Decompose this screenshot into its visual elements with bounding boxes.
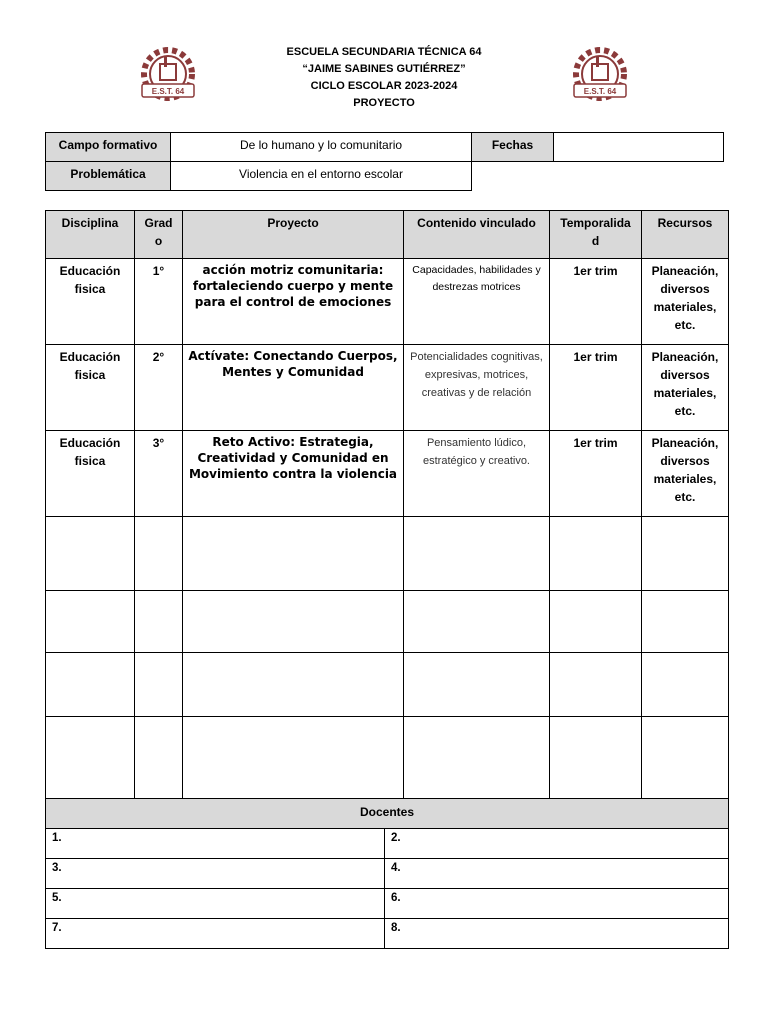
row-recursos: Planeación, diversos materiales, etc. [642,259,729,345]
docente-slot[interactable]: 4. [385,859,729,889]
row-proyecto: Actívate: Conectando Cuerpos, Mentes y Comunidad [183,345,404,431]
row-grado: 1° [135,259,183,345]
row-recursos: Planeación, diversos materiales, etc. [642,431,729,517]
row-disciplina: Educación fisica [46,259,135,345]
document-header [180,44,588,112]
empty-table-row [46,653,729,717]
empty-cell[interactable] [135,653,183,717]
school-name: ESCUELA SECUNDARIA TÉCNICA 64 [286,46,482,58]
empty-cell[interactable] [135,717,183,799]
header-proyecto: Proyecto [183,211,404,259]
logo-left-text: E.S.T. 64 [151,87,185,96]
problematica-value: Violencia en el entorno escolar [171,162,472,191]
docente-slot[interactable]: 6. [385,889,729,919]
empty-table-row [46,717,729,799]
row-disciplina: Educación fisica [46,431,135,517]
row-disciplina: Educación fisica [46,345,135,431]
empty-cell[interactable] [642,653,729,717]
project-table [45,210,729,799]
empty-cell[interactable] [46,591,135,653]
empty-cell[interactable] [642,517,729,591]
logo-right-text: E.S.T. 64 [583,87,617,96]
docentes-table [45,798,729,949]
docente-slot[interactable]: 2. [385,829,729,859]
empty-cell[interactable] [550,717,642,799]
empty-cell[interactable] [404,653,550,717]
empty-cell[interactable] [183,517,404,591]
campo-formativo-label: Campo formativo [46,133,171,162]
empty-cell[interactable] [183,591,404,653]
row-contenido: Pensamiento lúdico, estratégico y creativo. [404,431,550,517]
header-temporalidad: Temporalida d [550,211,642,259]
empty-cell[interactable] [642,717,729,799]
table-header-row [46,211,729,259]
empty-cell[interactable] [404,591,550,653]
empty-cell[interactable] [135,517,183,591]
header-disciplina: Disciplina [46,211,135,259]
empty-cell[interactable] [183,717,404,799]
empty-cell[interactable] [46,717,135,799]
school-subtitle: “JAIME SABINES GUTIÉRREZ” [302,63,466,75]
fechas-value[interactable] [554,133,724,162]
docente-slot[interactable]: 3. [46,859,385,889]
empty-cell[interactable] [404,717,550,799]
empty-cell[interactable] [404,517,550,591]
docente-slot[interactable]: 5. [46,889,385,919]
row-proyecto: acción motriz comunitaria: fortaleciendo cuerpo y mente para el control de emociones [183,259,404,345]
empty-cell[interactable] [550,517,642,591]
document-title: PROYECTO [353,97,415,109]
empty-cell[interactable] [642,591,729,653]
docente-slot[interactable]: 8. [385,919,729,949]
docentes-title: Docentes [46,799,729,829]
header-recursos: Recursos [642,211,729,259]
empty-cell[interactable] [46,653,135,717]
table-row [46,345,729,431]
table-row [46,431,729,517]
info-empty-cell [472,162,554,191]
problematica-label: Problemática [46,162,171,191]
row-grado: 3° [135,431,183,517]
table-row [46,259,729,345]
row-contenido: Capacidades, habilidades y destrezas motrices [404,259,550,345]
row-grado: 2° [135,345,183,431]
header-contenido: Contenido vinculado [404,211,550,259]
school-year: CICLO ESCOLAR 2023-2024 [310,80,458,92]
info-table [45,132,724,191]
empty-cell[interactable] [550,591,642,653]
row-temporalidad: 1er trim [550,431,642,517]
campo-formativo-value: De lo humano y lo comunitario [171,133,472,162]
docente-slot[interactable]: 7. [46,919,385,949]
info-empty-cell [554,162,724,191]
docente-slot[interactable]: 1. [46,829,385,859]
row-temporalidad: 1er trim [550,259,642,345]
header-grado: Grad o [135,211,183,259]
fechas-label: Fechas [472,133,554,162]
empty-table-row [46,591,729,653]
empty-cell[interactable] [135,591,183,653]
row-proyecto: Reto Activo: Estrategia, Creatividad y Comunidad en Movimiento contra la violencia [183,431,404,517]
empty-table-row [46,517,729,591]
row-contenido: Potencialidades cognitivas, expresivas, motrices, creativas y de relación [404,345,550,431]
empty-cell[interactable] [46,517,135,591]
empty-cell[interactable] [183,653,404,717]
row-recursos: Planeación, diversos materiales, etc. [642,345,729,431]
empty-cell[interactable] [550,653,642,717]
row-temporalidad: 1er trim [550,345,642,431]
